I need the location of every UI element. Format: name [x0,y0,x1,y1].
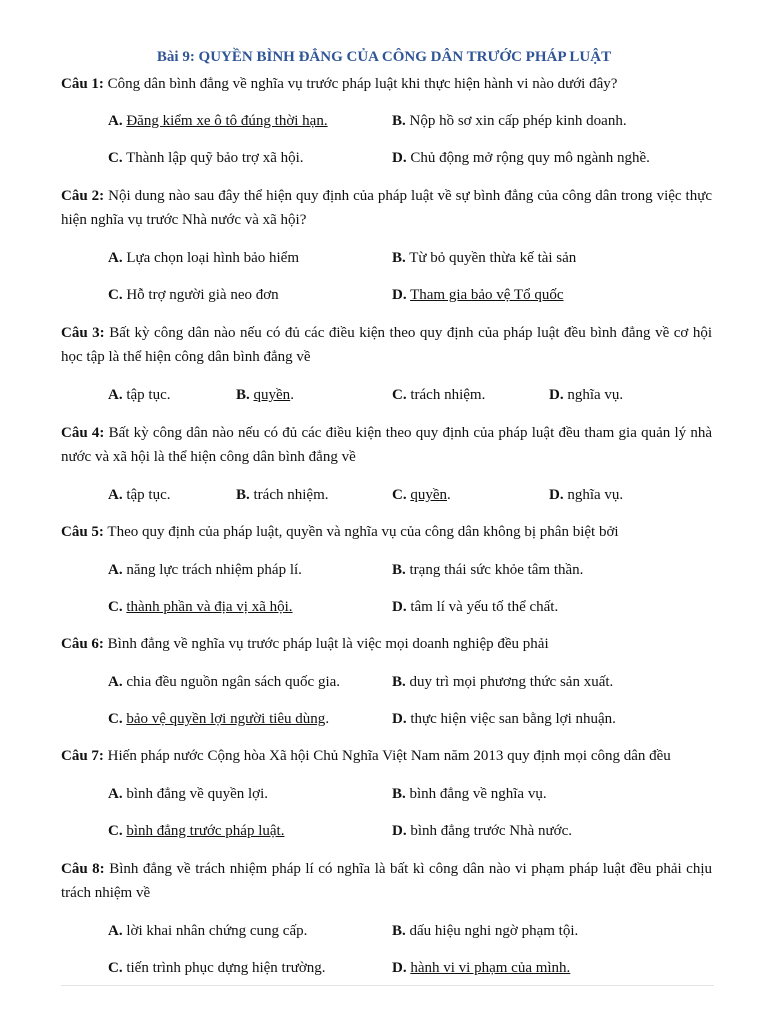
option-key: B. [392,674,406,690]
option-2d [392,285,564,305]
option-3d [549,385,623,405]
option-key: D. [392,150,407,166]
option-text: tập tục. [126,387,171,403]
page-divider [61,985,714,986]
option-key: B. [392,923,406,939]
question-text: Theo quy định của pháp luật, quyền và nghĩa vụ của công dân không bị phân biệt bởi [107,524,619,540]
option-text: Từ bỏ quyền thừa kế tài sản [409,250,577,266]
option-text: Thành lập quỹ bảo trợ xã hội. [126,150,304,166]
option-key: A. [108,786,123,802]
option-7a [108,784,268,804]
option-text: bình đẳng trước Nhà nước. [410,823,573,839]
option-key: D. [392,823,407,839]
option-key: A. [108,674,123,690]
question-3 [61,321,712,369]
option-4a [108,485,171,505]
option-text: bình đẳng trước pháp luật. [126,823,285,839]
question-text: Công dân bình đẳng về nghĩa vụ trước pháp luật khi thực hiện hành vi nào dưới đây? [107,76,618,92]
option-3c [392,385,485,405]
option-key: A. [108,113,123,129]
option-5a [108,560,302,580]
option-5b [392,560,583,580]
option-text: Tham gia bảo vệ Tổ quốc [410,287,564,303]
option-text: thành phần và địa vị xã hội. [126,599,293,615]
option-key: B. [392,113,406,129]
option-key: B. [392,250,406,266]
option-4c [392,485,451,505]
option-5d [392,597,558,617]
question-label: Câu 5: [61,524,104,540]
option-6a [108,672,340,692]
option-text: Chủ động mở rộng quy mô ngành nghề. [410,150,650,166]
question-text: Hiến pháp nước Cộng hòa Xã hội Chủ Nghĩa Việt Nam năm 2013 quy định mọi công dân đều [107,748,671,764]
option-text: lời khai nhân chứng cung cấp. [126,923,308,939]
option-key: C. [108,599,123,615]
option-key: C. [108,287,123,303]
option-text: tâm lí và yếu tố thể chất. [410,599,559,615]
option-suffix: . [290,387,294,403]
option-text: Đăng kiểm xe ô tô đúng thời hạn. [126,113,328,129]
option-key: C. [392,487,407,503]
option-7d [392,821,572,841]
option-2b [392,248,576,268]
option-8d [392,958,570,978]
option-text: trách nhiệm. [253,487,329,503]
option-text: nghĩa vụ. [567,387,624,403]
option-2c [108,285,279,305]
option-1b [392,111,627,131]
option-key: D. [549,487,564,503]
option-1a [108,111,328,131]
option-1c [108,148,304,168]
question-text: Bình đẳng về trách nhiệm pháp lí có nghĩa là bất kì công dân nào vi phạm pháp luật đều phải chịu trách nhiệm về [61,861,713,901]
question-text: Bình đẳng về nghĩa vụ trước pháp luật là việc mọi doanh nghiệp đều phải [107,636,549,652]
question-8 [61,857,712,905]
question-7 [61,744,712,768]
question-label: Câu 4: [61,425,105,441]
question-label: Câu 3: [61,325,105,341]
option-key: D. [392,960,407,976]
question-label: Câu 1: [61,76,104,92]
option-key: B. [236,387,250,403]
option-text: chia đều nguồn ngân sách quốc gia. [126,674,341,690]
option-text: duy trì mọi phương thức sản xuất. [409,674,614,690]
option-text: dấu hiệu nghi ngờ phạm tội. [409,923,579,939]
option-text: hành vi vi phạm của mình. [410,960,571,976]
option-text: thực hiện việc san bằng lợi nhuận. [410,711,616,727]
option-text: tập tục. [126,487,171,503]
question-label: Câu 2: [61,188,105,204]
option-text: bình đẳng về quyền lợi. [126,786,269,802]
option-key: C. [108,823,123,839]
option-text: trách nhiệm. [410,387,486,403]
question-1 [61,72,712,96]
option-key: C. [108,150,123,166]
option-5c [108,597,293,617]
option-2a [108,248,299,268]
question-text: Bất kỳ công dân nào nếu có đủ các điều kiện theo quy định của pháp luật đều bình đẳng về cơ hội học tập là thể hiện công dân bình đẳng về [61,325,713,365]
question-6 [61,632,712,656]
option-6b [392,672,613,692]
option-8b [392,921,578,941]
question-label: Câu 6: [61,636,104,652]
option-text: trạng thái sức khỏe tâm thần. [409,562,584,578]
option-3a [108,385,171,405]
option-key: D. [392,599,407,615]
option-key: D. [392,711,407,727]
question-text: Bất kỳ công dân nào nếu có đủ các điều kiện theo quy định của pháp luật đều tham gia quản lý nhà nước và xã hội là thể hiện công dân bình đẳng về [61,425,712,465]
option-3b [236,385,294,405]
option-text: Lựa chọn loại hình bảo hiểm [126,250,300,266]
option-key: C. [108,711,123,727]
option-text: Hỗ trợ người già neo đơn [126,287,279,303]
question-2 [61,184,712,232]
option-4d [549,485,623,505]
option-text: bảo vệ quyền lợi người tiêu dùng [126,711,326,727]
option-suffix: . [447,487,451,503]
option-key: B. [392,786,406,802]
option-text: quyền [253,387,291,403]
option-key: D. [549,387,564,403]
option-8c [108,958,326,978]
question-label: Câu 8: [61,861,105,877]
option-key: A. [108,250,123,266]
option-key: C. [108,960,123,976]
option-key: C. [392,387,407,403]
option-text: nghĩa vụ. [567,487,624,503]
option-7b [392,784,547,804]
option-key: A. [108,387,123,403]
option-text: bình đẳng về nghĩa vụ. [409,786,547,802]
option-key: B. [392,562,406,578]
option-text: năng lực trách nhiệm pháp lí. [126,562,302,578]
option-8a [108,921,307,941]
option-text: Nộp hồ sơ xin cấp phép kinh doanh. [409,113,627,129]
option-1d [392,148,650,168]
question-text: Nội dung nào sau đây thể hiện quy định của pháp luật về sự bình đẳng của công dân trong việc thực hiện nghĩa vụ trước Nhà nước và xã hội? [61,188,713,228]
question-label: Câu 7: [61,748,104,764]
option-6d [392,709,616,729]
option-key: B. [236,487,250,503]
option-key: A. [108,562,123,578]
option-6c [108,709,329,729]
option-key: A. [108,487,123,503]
page-title: Bài 9: QUYỀN BÌNH ĐẲNG CỦA CÔNG DÂN TRƯỚC PHÁP LUẬT [156,49,612,65]
question-5 [61,520,712,544]
option-key: D. [392,287,407,303]
option-key: A. [108,923,123,939]
option-text: quyền [410,487,448,503]
option-4b [236,485,329,505]
option-text: tiến trình phục dựng hiện trường. [126,960,326,976]
option-suffix: . [325,711,330,727]
option-7c [108,821,284,841]
question-4 [61,421,712,469]
